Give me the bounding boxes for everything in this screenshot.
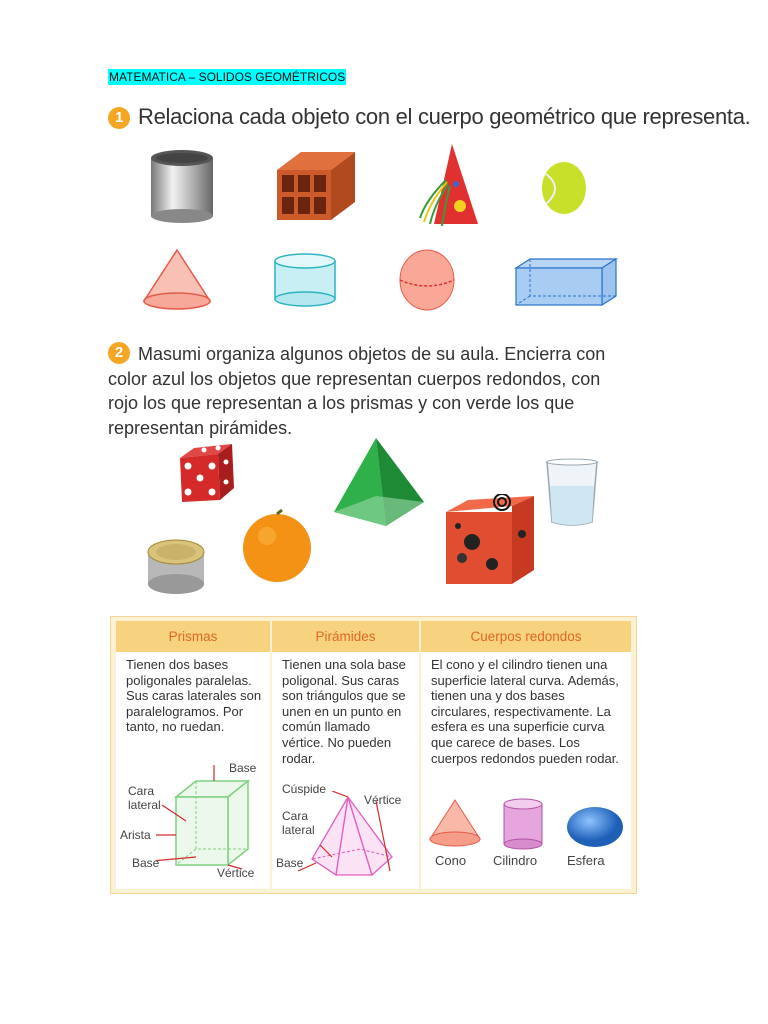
decorated-box-image [442, 494, 538, 588]
dice-image [174, 442, 238, 506]
redondos-heading: Cuerpos redondos [421, 621, 631, 652]
piramides-label-cara-lateral: Cara lateral [282, 809, 315, 837]
party-hat-image [416, 140, 488, 228]
redondos-label-esfera: Esfera [567, 853, 605, 868]
question-2-number: 2 [108, 342, 130, 364]
redondos-column [421, 621, 631, 889]
piramides-label-vertice: Vértice [364, 793, 402, 807]
piramides-column [272, 621, 419, 889]
redondos-description: El cono y el cilindro tienen una superficie lateral curva. Además, tienen una y dos bases circulares, respectivamente. La esfera es una superficie curva que carece de bases. Los cuerpos redondos pueden rodar. [431, 657, 619, 766]
prism-shape [512, 256, 620, 308]
piramides-heading: Pirámides [272, 621, 419, 652]
tennis-ball-image [540, 160, 588, 216]
metal-can-image [148, 148, 216, 224]
prismas-column [116, 621, 270, 889]
prismas-heading: Prismas [116, 621, 270, 652]
solids-info-table [110, 616, 637, 894]
piramides-label-cuspide: Cúspide [282, 782, 327, 796]
cylinder-shape [270, 252, 340, 310]
sphere-shape [397, 248, 457, 312]
prismas-label-cara-lateral: Cara lateral [128, 784, 161, 812]
question-2 [108, 342, 608, 440]
prismas-label-vertice: Vértice [217, 866, 255, 880]
green-pyramid-image [330, 436, 428, 528]
prismas-label-base-top: Base [229, 761, 257, 775]
piramides-description: Tienen una sola base poligonal. Sus caras son triángulos que se unen en un punto en común llamado vértice. No pueden rodar. [282, 657, 406, 766]
question-1 [108, 104, 750, 130]
question-1-number: 1 [108, 107, 130, 129]
tuna-can-image [144, 534, 208, 596]
question-2-text: Masumi organiza algunos objetos de su aula. Encierra con color azul los objetos que representan cuerpos redondos, con rojo los que representan a los prismas y con verde los que representan pirámides. [108, 344, 606, 438]
cono-diagram [427, 797, 483, 851]
redondos-label-cono: Cono [435, 853, 467, 868]
prismas-label-base-bottom: Base [132, 856, 160, 870]
brick-image [273, 148, 359, 224]
esfera-diagram [565, 805, 625, 849]
orange-image [240, 508, 314, 586]
redondos-label-cilindro: Cilindro [493, 853, 538, 868]
cilindro-diagram [501, 797, 545, 853]
question-1-text: Relaciona cada objeto con el cuerpo geométrico que representa. [138, 104, 751, 129]
document-title: MATEMATICA – SOLIDOS GEOMÉTRICOS [109, 70, 346, 84]
prismas-description: Tienen dos bases poligonales paralelas. Sus caras laterales son paralelogramos. Por tanto, no ruedan. [126, 657, 262, 735]
glass-of-water-image [544, 458, 600, 528]
prism-diagram [156, 761, 266, 871]
piramides-label-base: Base [276, 856, 304, 870]
cone-shape [140, 247, 214, 313]
prismas-label-arista: Arista [120, 828, 151, 842]
